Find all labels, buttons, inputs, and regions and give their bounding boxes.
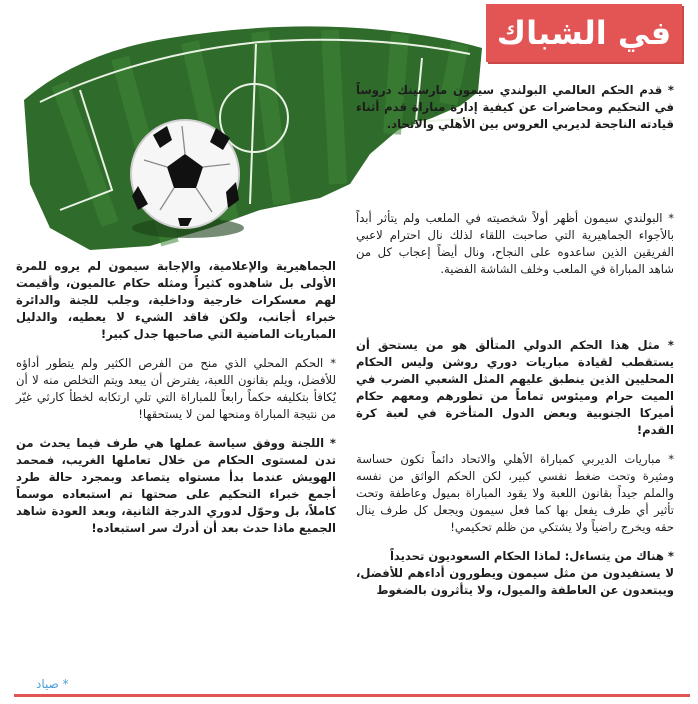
paragraph: * الحكم المحلي الذي منح من الفرص الكثير ولم يتطور أداؤه للأفضل، ويلم بقانون اللعبة، يفترض أن يبعد ويتم التخلص منه لا أن يُكافأ بتكليفه حكماً رابعاً للمباراة التي تلي ارتكابه لخطأ كارثي غيّر من نتيجة المباراة ومنحها لمن لا يستحقها!: [16, 356, 336, 421]
section-title: في الشباك: [496, 14, 672, 52]
section-title-banner: [486, 4, 682, 62]
paragraph: * مثل هذا الحكم الدولي المتألق هو من يستحق أن يستقطب لقيادة مباريات دوري روشن وليس الحكام المحليين الذين ينطبق عليهم المثل الشعبي الضرب في الميت حرام وميئوس تماماً من تطورهم ومعهم حكام أميركا الجنوبية وبعض الدول المتأخرة في لعبة كرة القدم!: [356, 338, 674, 437]
right-column-top-2: [356, 210, 674, 278]
paragraph: الجماهيرية والإعلامية، والإجابة سيمون لم يروه للمرة الأولى بل شاهدوه كثيراً ومثله حكام عالميون، وأقيمت لهم معسكرات خارجية وداخلية، وجلب للجنة والدائرة خبراء أجانب، ولكن فاقد الشيء لا يعطيه، والدليل المباريات الماضية التي صاحبها جدل كبير!: [16, 259, 336, 341]
author-credit: * صياد: [36, 677, 69, 691]
paragraph: * اللجنة ووفق سياسة عملها هي طرف فيما يحدث من تدن لمستوى الحكام من خلال تعاملها الغريب، فمحمد الهويش عندما بدأ مستواه يتصاعد وبمجرد حالة طرد أجمع خبراء التحكيم على صحتها تم استبعاده موسماً كاملاً، بل وحوّل لدوري الدرجة الثانية، وبعد العودة شاهد الجميع ماذا حدث بعد أن أدرك سر استبعاده!: [16, 436, 336, 535]
paragraph: * البولندي سيمون أظهر أولاً شخصيته في الملعب ولم يتأثر أبداً بالأجواء الجماهيرية التي صاحبت اللقاء لذلك نال احترام لاعبي الفريقين الذين ساعدوه على النجاح، ونال أيضاً إعجاب كل من شاهد المباراة في الملعب وخلف الشاشة الفضية.: [356, 211, 674, 276]
paragraph: * قدم الحكم العالمي البولندي سيمون مارسينك دروساً في التحكيم ومحاضرات عن كيفية إدارة مباراة قدم أثناء قيادته الناجحة لديربي العروس بين الأهلي والاتحاد.: [356, 83, 674, 131]
right-column-top-1: [356, 82, 674, 133]
paragraph-lead: * هناك من يتساءل: لماذا الحكام السعوديون تحديداً: [389, 549, 674, 563]
left-column: [16, 258, 336, 537]
right-column: [356, 337, 674, 599]
bottom-divider: [14, 694, 690, 697]
paragraph: لا يستفيدون من مثل سيمون ويطورون أداءهم للأفضل، ويبتعدون عن العاطفة والميول، ولا يتأثرون بالضغوط: [356, 566, 674, 597]
paragraph: * مباريات الديربي كمباراة الأهلي والاتحاد دائماً تكون حساسة ومثيرة وتحت ضغط نفسي كبير، لكن الحكم الواثق من نفسه والملم جيداً بقانون اللعبة ولا يقود المباراة بميول وعاطفة وتحت تأثير أي طرف يفعل بها كما فعل سيمون ويجعل كل طرف ينال حقه ويخرج راضياً ولا يشتكي من ظلم تحكيمي!: [356, 452, 674, 534]
